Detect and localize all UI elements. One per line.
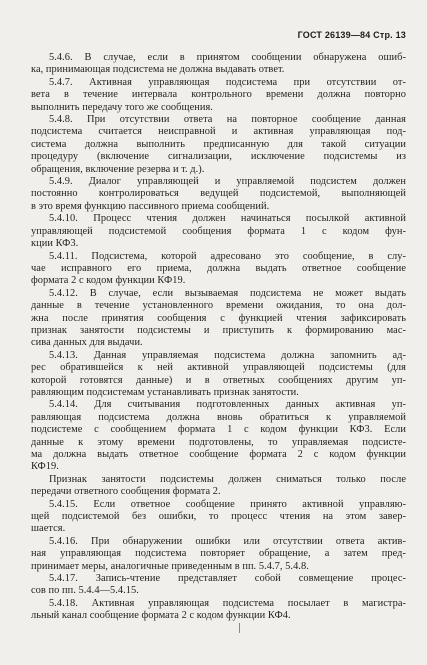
- paragraph-line: подсистеме с сообщением формата 1 с кодом функции КФ3. Если: [31, 424, 406, 436]
- paragraph-line: система должна выполнить предписанную для такой ситуации: [31, 138, 406, 150]
- paragraph-line: рес обратившейся к ней активной управляющей подсистемы (для: [31, 362, 406, 374]
- paragraph: [31, 499, 406, 536]
- paragraph: [31, 536, 406, 573]
- paragraph-line: льный канал сообщение формата 2 с кодом функции КФ4.: [31, 610, 291, 622]
- paragraph-line: ка, принимающая подсистема не должна выдавать ответ.: [31, 64, 285, 76]
- paragraph: [31, 474, 406, 499]
- paragraph-line: жна после принятия сообщения с функцией чтения зафиксировать: [31, 312, 406, 324]
- paragraph-line: ма должна выдать ответное сообщение формата 2 с кодом функции: [31, 449, 406, 460]
- paragraph-line: в это время функцию пассивного приема сообщений.: [31, 200, 270, 212]
- paragraph: [31, 114, 406, 176]
- paragraph-line: кции КФ3.: [31, 238, 79, 250]
- paragraph-line: ная управляющая подсистема повторяет обращение, а затем пред-: [31, 548, 406, 560]
- paragraph-line: управляющей подсистемой сообщения формата 1 с кодом фун-: [31, 225, 406, 237]
- paragraph: [31, 350, 406, 400]
- paragraph-line: данные в течение установленного времени ожидания, то она дол-: [31, 300, 406, 312]
- paragraph-line: 5.4.15. Если ответное сообщение принято активной управляю-: [49, 498, 406, 510]
- paragraph-line: 5.4.18. Активная управляющая подсистема посылает в магистра-: [49, 597, 406, 609]
- paragraph: [31, 288, 406, 350]
- scan-mark: [239, 623, 240, 633]
- paragraph-line: сива данных для выдачи.: [31, 337, 143, 349]
- paragraph-line: 5.4.6. В случае, если в принятом сообщении обнаружена ошиб-: [49, 52, 406, 63]
- paragraph-line: 5.4.7. Активная управляющая подсистема при отсутствии от-: [49, 76, 406, 88]
- paragraph-line: 5.4.12. В случае, если вызываемая подсистема не может выдать: [49, 287, 406, 299]
- paragraph-line: вета в течение интервала контрольного времени должна повторно: [31, 89, 406, 101]
- paragraph-line: постоянно контролироваться ведущей подсистемой, выполняющей: [31, 188, 406, 200]
- standard-number: ГОСТ 26139—84: [297, 30, 371, 40]
- paragraph-line: 5.4.17. Запись-чтение представляет собой совмещение процес-: [49, 573, 406, 585]
- paragraph-line: процедуру (включение сигнализации, исключение подсистемы из: [31, 151, 406, 163]
- paragraph: [31, 77, 406, 114]
- paragraph-line: равляющая подсистема должна вновь обратиться к управляемой: [31, 411, 406, 423]
- paragraph-line: данные к этому времени подготовлены, то управляемая подсисте-: [31, 436, 406, 448]
- paragraph-line: щей подсистемой без ошибки, то процесс чтения на этом завер-: [31, 511, 406, 523]
- paragraph-line: обращения, включение резерва и т. д.).: [31, 163, 205, 175]
- paragraph-line: 5.4.16. При обнаружении ошибки или отсутствии ответа актив-: [49, 535, 406, 547]
- paragraph-line: Признак занятости подсистемы должен сниматься только после: [49, 473, 406, 485]
- page-header: [298, 30, 406, 40]
- paragraph: [31, 598, 406, 623]
- paragraph-line: подсистема считается неисправной и активная управляющая под-: [31, 126, 406, 138]
- document-body: [31, 52, 406, 623]
- paragraph-line: 5.4.11. Подсистема, которой адресовано это сообщение, в слу-: [49, 250, 406, 262]
- paragraph-line: которой готовятся данные) и в ответных сообщениях другим уп-: [31, 374, 406, 386]
- paragraph: [31, 251, 406, 288]
- paragraph-line: 5.4.10. Процесс чтения должен начинаться посылкой активной: [49, 213, 406, 225]
- paragraph-line: КФ19.: [31, 461, 59, 473]
- paragraph-line: передачи ответного сообщения формата 2.: [31, 486, 221, 498]
- paragraph-line: 5.4.13. Данная управляемая подсистема должна запомнить ад-: [49, 349, 406, 361]
- paragraph-line: выполнить передачу того же сообщения.: [31, 101, 213, 113]
- paragraph-line: 5.4.8. При отсутствии ответа на повторное сообщение данная: [49, 114, 406, 126]
- paragraph-line: признак занятости подсистемы и приступить к формированию мас-: [31, 324, 406, 336]
- paragraph: [31, 399, 406, 473]
- paragraph-line: чае исправного его приема, должна выдать ответное сообщение: [31, 262, 406, 274]
- page-number: Стр. 13: [373, 30, 406, 40]
- paragraph-line: формата 2 с кодом функции КФ19.: [31, 275, 186, 287]
- paragraph-line: 5.4.14. Для считывания подготовленных данных активная уп-: [49, 399, 406, 411]
- paragraph: [31, 176, 406, 213]
- paragraph: [31, 213, 406, 250]
- paragraph-line: шается.: [31, 523, 66, 535]
- paragraph-line: 5.4.9. Диалог управляющей и управляемой подсистем должен: [49, 176, 406, 188]
- paragraph: [31, 52, 406, 77]
- paragraph-line: равляющим подсистемам устанавливать признак занятости.: [31, 386, 299, 398]
- paragraph-line: принимает меры, аналогичные приведенным в пп. 5.4.7, 5.4.8.: [31, 560, 309, 572]
- paragraph-line: сов по пп. 5.4.4—5.4.15.: [31, 585, 139, 597]
- paragraph: [31, 573, 406, 598]
